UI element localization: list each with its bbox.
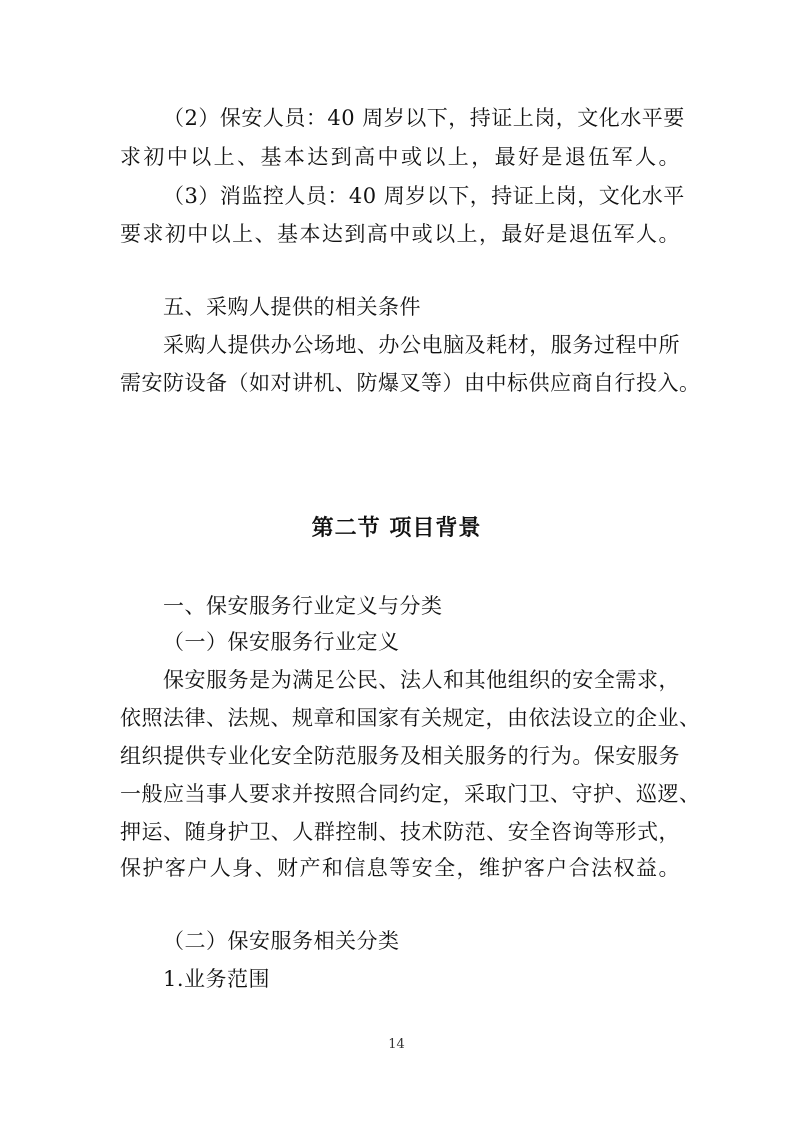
business-scope-title: 1.业务范围 (163, 967, 271, 991)
paragraph-fire-control-line-2: 要求初中以上、基本达到高中或以上，最好是退伍军人。 (120, 222, 680, 246)
paragraph-definition-line-4: 一般应当事人要求并按照合同约定，采取门卫、守护、巡逻、 (120, 782, 701, 806)
paragraph-definition-line-5: 押运、随身护卫、人群控制、技术防范、安全咨询等形式， (120, 820, 680, 844)
paragraph-definition-line-2: 依照法律、法规、规章和国家有关规定，由依法设立的企业、 (120, 706, 701, 730)
section-five-title: 五、采购人提供的相关条件 (163, 295, 421, 319)
chapter-heading: 第二节 项目背景 (311, 516, 482, 541)
part-one-title: 一、保安服务行业定义与分类 (163, 594, 443, 618)
paragraph-definition-line-3: 组织提供专业化安全防范服务及相关服务的行为。保安服务 (120, 744, 680, 768)
paragraph-fire-control-line-1: （3）消监控人员：40 周岁以下，持证上岗，文化水平 (163, 184, 685, 208)
paragraph-security-staff-line-2: 求初中以上、基本达到高中或以上，最好是退伍军人。 (120, 145, 680, 169)
sub-one-title: （一）保安服务行业定义 (163, 630, 400, 654)
paragraph-definition-line-6: 保护客户人身、财产和信息等安全，维护客户合法权益。 (120, 856, 680, 880)
paragraph-purchaser-line-2: 需安防设备（如对讲机、防爆叉等）由中标供应商自行投入。 (120, 371, 701, 395)
page-number: 14 (388, 1037, 405, 1052)
sub-two-title: （二）保安服务相关分类 (163, 929, 400, 953)
paragraph-purchaser-line-1: 采购人提供办公场地、办公电脑及耗材，服务过程中所 (163, 333, 680, 357)
paragraph-security-staff-line-1: （2）保安人员：40 周岁以下，持证上岗，文化水平要 (163, 106, 685, 130)
paragraph-definition-line-1: 保安服务是为满足公民、法人和其他组织的安全需求， (163, 668, 680, 692)
